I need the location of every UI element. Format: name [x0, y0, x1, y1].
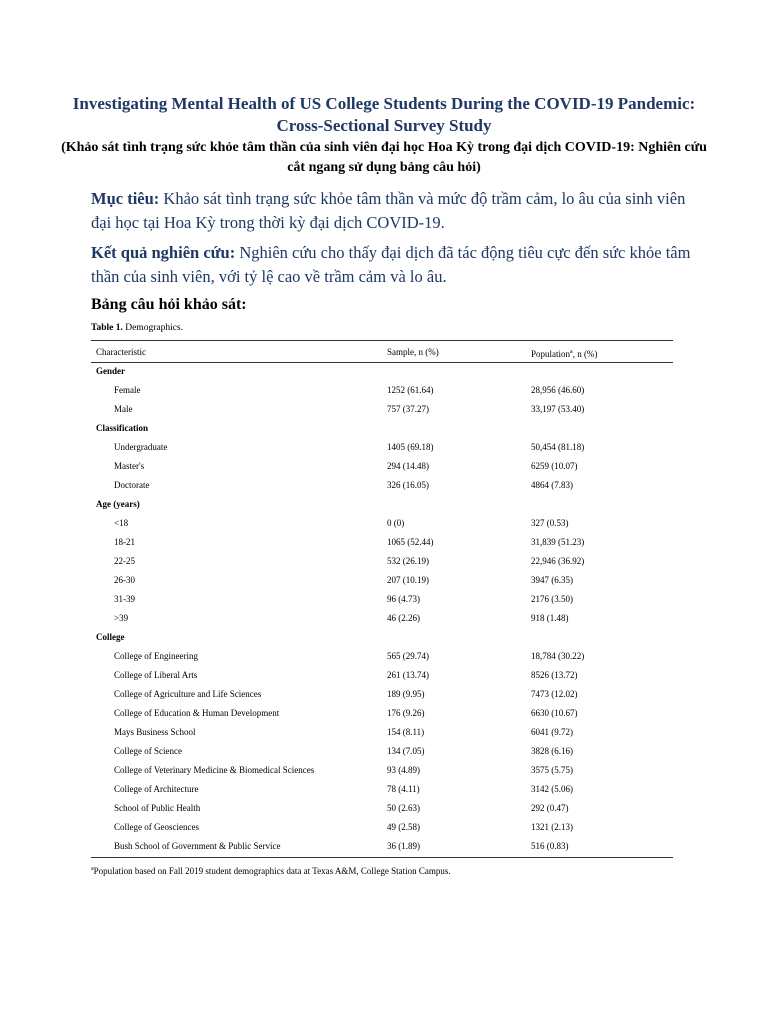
row-sample-value: 326 (16.05) — [387, 480, 429, 490]
table-row — [91, 837, 673, 856]
table-row — [91, 533, 673, 552]
row-characteristic: College of Architecture — [114, 784, 199, 794]
row-characteristic: College of Veterinary Medicine & Biomedical Sciences — [114, 765, 315, 775]
row-population-value: 6041 (9.72) — [531, 727, 573, 737]
document-subtitle: (Khảo sát tình trạng sức khỏe tâm thần của sinh viên đại học Hoa Kỳ trong đại dịch COVID-19: Nghiên cứu cắt ngang sử dụng bảng câu hỏi) — [61, 140, 707, 175]
table-row — [91, 666, 673, 685]
row-characteristic: 31-39 — [114, 594, 135, 604]
row-sample-value: 78 (4.11) — [387, 784, 420, 794]
group-label: Gender — [96, 366, 125, 376]
row-sample-value: 1405 (69.18) — [387, 442, 434, 452]
row-characteristic: 18-21 — [114, 537, 135, 547]
row-sample-value: 1252 (61.64) — [387, 385, 434, 395]
row-characteristic: >39 — [114, 613, 129, 623]
row-sample-value: 294 (14.48) — [387, 461, 429, 471]
header-population — [531, 343, 597, 364]
table-row — [91, 742, 673, 761]
row-population-value: 31,839 (51.23) — [531, 537, 585, 547]
row-population-value: 8526 (13.72) — [531, 670, 578, 680]
row-characteristic: College of Education & Human Development — [114, 708, 280, 718]
row-characteristic: Bush School of Government & Public Service — [114, 841, 281, 851]
table-bottom-rule — [91, 857, 673, 858]
header-sample: Sample, n (%) — [387, 347, 439, 357]
header-population-label: Population — [531, 349, 571, 359]
row-population-value: 3828 (6.16) — [531, 746, 573, 756]
table-row — [91, 381, 673, 400]
table-caption-label: Table 1. — [91, 323, 123, 333]
table-row — [91, 552, 673, 571]
results-label: Kết quả nghiên cứu: — [91, 243, 236, 262]
header-population-mark: a — [570, 349, 573, 355]
row-characteristic: Undergraduate — [114, 442, 168, 452]
table-caption — [91, 323, 183, 333]
row-population-value: 327 (0.53) — [531, 518, 569, 528]
table-group-row — [91, 628, 673, 647]
row-sample-value: 189 (9.95) — [387, 689, 425, 699]
row-sample-value: 50 (2.63) — [387, 803, 420, 813]
row-characteristic: Doctorate — [114, 480, 150, 490]
row-population-value: 33,197 (53.40) — [531, 404, 585, 414]
table-row — [91, 780, 673, 799]
row-characteristic: College of Engineering — [114, 651, 198, 661]
row-population-value: 6259 (10.07) — [531, 461, 578, 471]
table-top-rule — [91, 340, 673, 341]
objective-label: Mục tiêu: — [91, 189, 160, 208]
table-footnote — [91, 866, 451, 876]
table-row — [91, 704, 673, 723]
table-row — [91, 818, 673, 837]
row-population-value: 18,784 (30.22) — [531, 651, 585, 661]
row-characteristic: 26-30 — [114, 575, 135, 585]
row-population-value: 3947 (6.35) — [531, 575, 573, 585]
row-characteristic: College of Agriculture and Life Sciences — [114, 689, 262, 699]
row-characteristic: Male — [114, 404, 133, 414]
row-population-value: 6630 (10.67) — [531, 708, 578, 718]
table-row — [91, 400, 673, 419]
header-population-unit: , n (%) — [572, 349, 598, 359]
table-row — [91, 438, 673, 457]
results-paragraph — [91, 241, 691, 289]
table-row — [91, 647, 673, 666]
table-row — [91, 609, 673, 628]
document-title: Investigating Mental Health of US College Students During the COVID-19 Pandemic: Cross-Sectional Survey Study — [72, 94, 696, 135]
row-population-value: 918 (1.48) — [531, 613, 569, 623]
row-population-value: 28,956 (46.60) — [531, 385, 585, 395]
results-text: Nghiên cứu cho thấy đại dịch đã tác động tiêu cực đến sức khỏe tâm thần của sinh viên, với tỷ lệ cao về trầm cảm và lo âu. — [91, 243, 691, 286]
footnote-text: Population based on Fall 2019 student demographics data at Texas A&M, College Station Campus. — [93, 866, 451, 876]
footnote-mark: a — [91, 866, 94, 872]
row-characteristic: <18 — [114, 518, 129, 528]
row-sample-value: 46 (2.26) — [387, 613, 420, 623]
table-row — [91, 571, 673, 590]
row-sample-value: 207 (10.19) — [387, 575, 429, 585]
section-heading: Bảng câu hỏi khảo sát: — [91, 296, 247, 313]
objective-paragraph — [91, 187, 691, 235]
table-header-row — [91, 343, 673, 362]
row-characteristic: College of Science — [114, 746, 182, 756]
table-group-row — [91, 419, 673, 438]
row-population-value: 4864 (7.83) — [531, 480, 573, 490]
row-sample-value: 36 (1.89) — [387, 841, 420, 851]
table-caption-text: Demographics. — [122, 323, 184, 333]
row-population-value: 292 (0.47) — [531, 803, 569, 813]
row-sample-value: 0 (0) — [387, 518, 405, 528]
row-population-value: 22,946 (36.92) — [531, 556, 585, 566]
row-sample-value: 154 (8.11) — [387, 727, 425, 737]
row-sample-value: 261 (13.74) — [387, 670, 429, 680]
group-label: Age (years) — [96, 499, 140, 509]
row-population-value: 2176 (3.50) — [531, 594, 573, 604]
row-characteristic: College of Liberal Arts — [114, 670, 198, 680]
row-sample-value: 532 (26.19) — [387, 556, 429, 566]
row-characteristic: College of Geosciences — [114, 822, 199, 832]
row-population-value: 1321 (2.13) — [531, 822, 573, 832]
row-sample-value: 49 (2.58) — [387, 822, 420, 832]
table-row — [91, 514, 673, 533]
header-characteristic: Characteristic — [96, 347, 146, 357]
row-sample-value: 565 (29.74) — [387, 651, 429, 661]
row-characteristic: Mays Business School — [114, 727, 196, 737]
objective-text: Khảo sát tình trạng sức khỏe tâm thần và mức độ trầm cảm, lo âu của sinh viên đại học tại Hoa Kỳ trong thời kỳ đại dịch COVID-19. — [91, 189, 686, 232]
table-row — [91, 685, 673, 704]
table-group-row — [91, 362, 673, 381]
table-group-row — [91, 495, 673, 514]
row-sample-value: 176 (9.26) — [387, 708, 425, 718]
row-population-value: 3142 (5.06) — [531, 784, 573, 794]
row-sample-value: 757 (37.27) — [387, 404, 429, 414]
table-row — [91, 476, 673, 495]
table-row — [91, 590, 673, 609]
group-label: College — [96, 632, 125, 642]
row-sample-value: 134 (7.05) — [387, 746, 425, 756]
row-sample-value: 93 (4.89) — [387, 765, 420, 775]
group-label: Classification — [96, 423, 149, 433]
row-population-value: 3575 (5.75) — [531, 765, 573, 775]
table-row — [91, 799, 673, 818]
row-population-value: 50,454 (81.18) — [531, 442, 585, 452]
row-characteristic: 22-25 — [114, 556, 135, 566]
row-sample-value: 1065 (52.44) — [387, 537, 434, 547]
table-row — [91, 761, 673, 780]
table-row — [91, 723, 673, 742]
table-row — [91, 457, 673, 476]
row-sample-value: 96 (4.73) — [387, 594, 420, 604]
row-population-value: 7473 (12.02) — [531, 689, 578, 699]
row-characteristic: School of Public Health — [114, 803, 201, 813]
row-characteristic: Master's — [114, 461, 145, 471]
row-population-value: 516 (0.83) — [531, 841, 569, 851]
row-characteristic: Female — [114, 385, 141, 395]
